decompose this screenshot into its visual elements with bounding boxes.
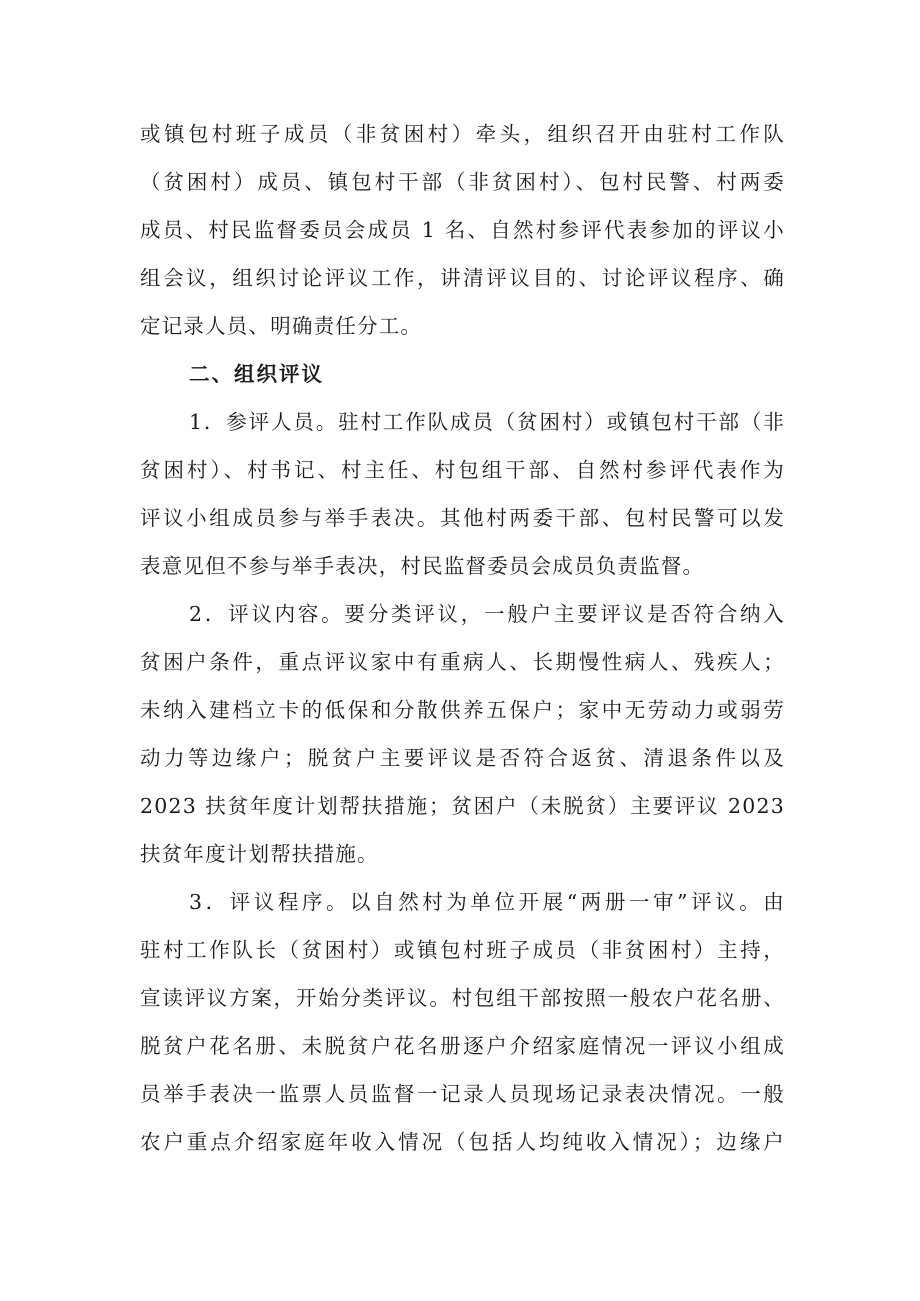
paragraph-line: 2023 扶贫年度计划帮扶措施；贫困户（未脱贫）主要评议 2023	[140, 794, 785, 818]
paragraph-line: 农户重点介绍家庭年收入情况（包括人均纯收入情况）；边缘户	[140, 1130, 785, 1154]
paragraph-line: 3．评议程序。以自然村为单位开展“两册一审”评议。由	[189, 890, 785, 914]
paragraph-line: 驻村工作队长（贫困村）或镇包村班子成员（非贫困村）主持，	[140, 938, 785, 962]
paragraph-line: （贫困村）成员、镇包村干部（非贫困村）、包村民警、村两委	[140, 170, 785, 194]
paragraph-line: 或镇包村班子成员（非贫困村）牵头，组织召开由驻村工作队	[140, 122, 785, 146]
paragraph-line: 定记录人员、明确责任分工。	[140, 314, 423, 338]
paragraph-line: 表意见但不参与举手表决，村民监督委员会成员负责监督。	[140, 554, 705, 578]
paragraph-line: 贫困村）、村书记、村主任、村包组干部、自然村参评代表作为	[140, 458, 785, 482]
paragraph-line: 脱贫户花名册、未脱贫户花名册逐户介绍家庭情况一评议小组成	[140, 1034, 785, 1058]
section-heading: 二、组织评议	[189, 362, 324, 386]
paragraph-line: 评议小组成员参与举手表决。其他村两委干部、包村民警可以发	[140, 506, 785, 530]
paragraph-line: 2．评议内容。要分类评议，一般户主要评议是否符合纳入	[189, 602, 785, 626]
paragraph-line: 组会议，组织讨论评议工作，讲清评议目的、讨论评议程序、确	[140, 266, 785, 290]
paragraph-line: 1．参评人员。驻村工作队成员（贫困村）或镇包村干部（非	[189, 410, 785, 434]
paragraph-line: 动力等边缘户；脱贫户主要评议是否符合返贫、清退条件以及	[140, 746, 785, 770]
paragraph-line: 宣读评议方案，开始分类评议。村包组干部按照一般农户花名册、	[140, 986, 785, 1010]
paragraph-line: 扶贫年度计划帮扶措施。	[140, 842, 379, 866]
paragraph-line: 贫困户条件，重点评议家中有重病人、长期慢性病人、残疾人；	[140, 650, 785, 674]
paragraph-line: 成员、村民监督委员会成员 1 名、自然村参评代表参加的评议小	[140, 218, 785, 242]
paragraph-line: 员举手表决一监票人员监督一记录人员现场记录表决情况。一般	[140, 1082, 785, 1106]
paragraph-line: 未纳入建档立卡的低保和分散供养五保户；家中无劳动力或弱劳	[140, 698, 785, 722]
